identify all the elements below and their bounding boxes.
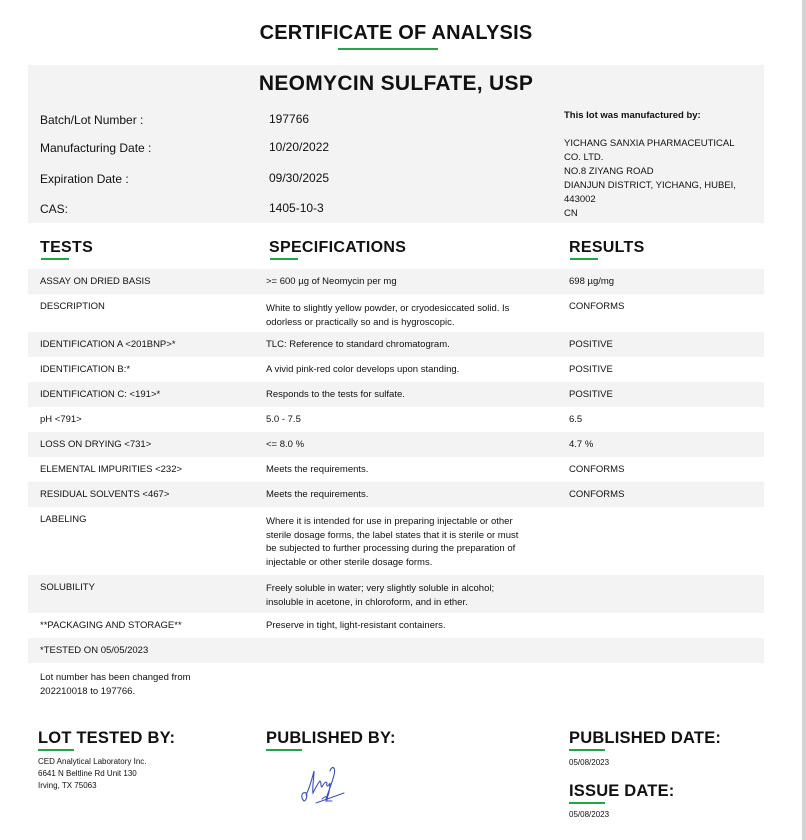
issue-date-value: 05/08/2023 (569, 810, 610, 819)
cas-label: CAS: (40, 202, 69, 216)
test-result: CONFORMS (569, 301, 625, 312)
signature-icon (292, 757, 352, 809)
tests-column-header: TESTS (40, 239, 94, 256)
test-name: SOLUBILITY (40, 582, 95, 593)
test-result: POSITIVE (569, 364, 613, 375)
manufacturing-date-label: Manufacturing Date : (40, 141, 152, 155)
batch-lot-value: 197766 (269, 112, 310, 126)
issue-date-heading: ISSUE DATE: (569, 782, 675, 800)
test-result: POSITIVE (569, 339, 613, 350)
test-spec: Meets the requirements. (266, 489, 369, 500)
manufacturer-line: NO.8 ZIYANG ROAD (564, 166, 654, 177)
manufacturer-heading: This lot was manufactured by: (564, 110, 701, 121)
test-name: RESIDUAL SOLVENTS <467> (40, 489, 170, 500)
table-row (28, 507, 764, 575)
test-spec: A vivid pink-red color develops upon standing. (266, 364, 460, 375)
note-line: 202210018 to 197766. (40, 685, 136, 697)
published-date-value: 05/08/2023 (569, 758, 610, 767)
table-row (28, 638, 764, 663)
batch-lot-label: Batch/Lot Number : (40, 113, 144, 127)
table-row (28, 407, 764, 432)
specifications-column-header: SPECIFICATIONS (269, 239, 407, 256)
scrollbar[interactable] (802, 0, 806, 840)
table-row (28, 457, 764, 482)
issue-date-underline (569, 802, 605, 804)
specifications-header-underline (270, 258, 298, 260)
published-date-underline (569, 749, 605, 751)
manufacturing-date-value: 10/20/2022 (269, 140, 330, 154)
table-row (28, 269, 764, 294)
test-name: ASSAY ON DRIED BASIS (40, 276, 151, 287)
manufacturer-line: CO. LTD. (564, 152, 604, 163)
test-result: CONFORMS (569, 489, 625, 500)
note-line: Lot number has been changed from (40, 672, 191, 683)
cas-value: 1405-10-3 (269, 201, 324, 215)
test-result: CONFORMS (569, 464, 625, 475)
lot-tested-by-underline (38, 749, 74, 751)
test-spec: Meets the requirements. (266, 464, 369, 475)
test-spec: White to slightly yellow powder, or cryodesiccated solid. Is odorless or practically so and is hygroscopic. (266, 303, 510, 328)
test-name: IDENTIFICATION B:* (40, 364, 131, 375)
test-name: IDENTIFICATION C: <191>* (40, 389, 161, 400)
product-info-panel (28, 65, 764, 223)
lab-line: CED Analytical Laboratory Inc. (38, 757, 147, 766)
test-spec: Responds to the tests for sulfate. (266, 389, 405, 400)
table-row (28, 613, 764, 638)
title-underline (338, 48, 438, 50)
test-result: 698 µg/mg (569, 276, 615, 287)
test-name: DESCRIPTION (40, 301, 105, 312)
test-name: IDENTIFICATION A <201BNP>* (40, 339, 176, 350)
manufacturer-line: YICHANG SANXIA PHARMACEUTICAL (564, 138, 735, 149)
lab-line: Irving, TX 75063 (38, 781, 97, 790)
test-name: pH <791> (40, 414, 82, 425)
manufacturer-line: 443002 (564, 194, 596, 205)
published-by-underline (266, 749, 302, 751)
test-name: *TESTED ON 05/05/2023 (40, 645, 149, 656)
table-row (28, 432, 764, 457)
test-spec: Where it is intended for use in preparing injectable or other sterile dosage forms, the label states that it is sterile or must be subjected to further processing during the preparation of injectable or other sterile dosage forms. (266, 516, 519, 568)
test-result: 4.7 % (569, 439, 594, 450)
table-row (28, 332, 764, 357)
test-name: ELEMENTAL IMPURITIES <232> (40, 464, 183, 475)
tests-header-underline (41, 258, 69, 260)
document-title: CERTIFICATE OF ANALYSIS (259, 22, 533, 44)
product-name: NEOMYCIN SULFATE, USP (258, 72, 534, 95)
test-spec: Preserve in tight, light-resistant containers. (266, 620, 446, 631)
results-header-underline (570, 258, 598, 260)
published-date-heading: PUBLISHED DATE: (569, 729, 722, 747)
test-result: POSITIVE (569, 389, 613, 400)
manufacturer-line: DIANJUN DISTRICT, YICHANG, HUBEI, (564, 180, 736, 191)
lot-change-note (40, 671, 191, 698)
manufacturer-line: CN (564, 208, 578, 219)
lab-address (38, 756, 147, 792)
test-name: LOSS ON DRYING <731> (40, 439, 152, 450)
table-row (28, 482, 764, 507)
test-name: **PACKAGING AND STORAGE** (40, 620, 182, 631)
test-spec: Freely soluble in water; very slightly soluble in alcohol; insoluble in acetone, in chloroform, and in ether. (266, 583, 495, 608)
expiration-date-label: Expiration Date : (40, 172, 129, 186)
test-spec: >= 600 µg of Neomycin per mg (266, 276, 397, 287)
test-result: 6.5 (569, 414, 583, 425)
lab-line: 6641 N Beltline Rd Unit 130 (38, 769, 137, 778)
test-spec: 5.0 - 7.5 (266, 414, 301, 425)
lot-tested-by-heading: LOT TESTED BY: (38, 729, 176, 747)
test-name: LABELING (40, 514, 87, 525)
results-column-header: RESULTS (569, 239, 645, 256)
table-row (28, 357, 764, 382)
test-spec: <= 8.0 % (266, 439, 305, 450)
test-spec: TLC: Reference to standard chromatogram. (266, 339, 450, 350)
table-row (28, 382, 764, 407)
manufacturer-address (564, 137, 754, 221)
expiration-date-value: 09/30/2025 (269, 171, 330, 185)
published-by-heading: PUBLISHED BY: (266, 729, 396, 747)
table-row (28, 575, 764, 613)
table-row (28, 294, 764, 332)
